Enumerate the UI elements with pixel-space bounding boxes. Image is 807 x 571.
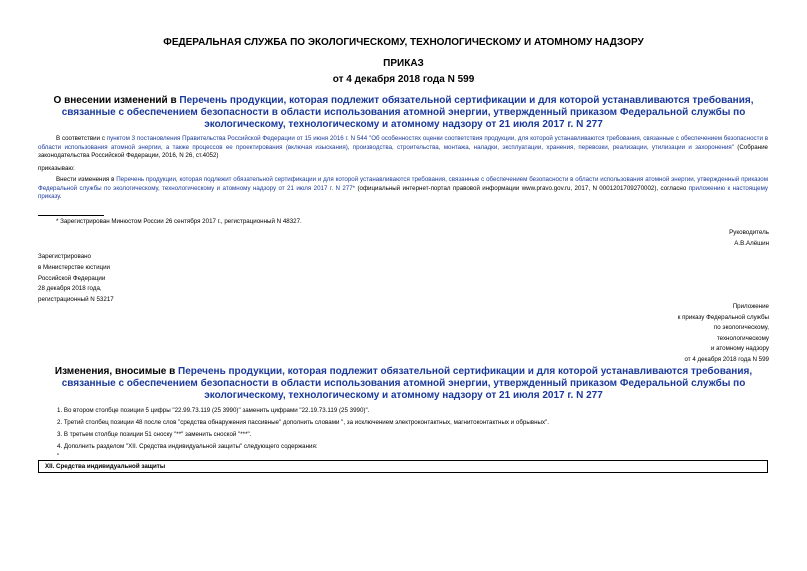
order-prefix: Внести изменения в xyxy=(56,176,117,183)
appendix-line: от 4 декабря 2018 года N 599 xyxy=(684,355,769,363)
appendix-line: и атомному надзору xyxy=(710,345,769,353)
changes-title-link[interactable]: Перечень продукции, которая подлежит обязательной сертификации и для которой устанавливаются требования, связанные с обеспечением безопасности в области использования атомной энергии, утвержденный приказом Федеральной службы по экологическому, технологическому и атомному надзору от 21 июля 2017 г. N 277 xyxy=(61,366,753,401)
preamble-prefix: В соответствии с xyxy=(56,135,107,142)
section-table xyxy=(38,460,768,473)
order-paragraph xyxy=(38,176,768,202)
registration-line: в Министерстве юстиции xyxy=(38,263,111,271)
order-word: приказываю: xyxy=(38,165,75,172)
order-link[interactable]: Перечень продукции, которая подлежит обязательной сертификации и для которой устанавливаются требования, связанные с обеспечением безопасности в области использования атомной энергии, утвержденный приказом Федеральной службы по экологическому, технологическому и атомному надзору от 21 июля 2017 г. N 277* xyxy=(38,176,769,192)
footnote: * Зарегистрирован Минюстом России 26 сентября 2017 г., регистрационный N 48327. xyxy=(56,218,302,225)
changes-title-prefix: Изменения, вносимые в xyxy=(54,366,179,377)
changes-title xyxy=(40,366,767,402)
document-type: ПРИКАЗ xyxy=(383,58,424,69)
signature-position: Руководитель xyxy=(729,229,769,236)
appendix-line: технологическому xyxy=(716,334,769,342)
title-link[interactable]: Перечень продукции, которая подлежит обязательной сертификации и для которой устанавливаются требования, связанные с обеспечением безопасности в области использования атомной энергии, утвержденный приказом Федеральной службы по экологическому, технологическому и атомному надзору от 21 июля 2017 г. N 277 xyxy=(61,95,754,130)
appendix-line: по экологическому, xyxy=(713,324,769,332)
registration-line: 28 декабря 2018 года, xyxy=(38,285,102,293)
order-end: . xyxy=(59,193,62,201)
change-item: 1. Во втором столбце позиции 5 цифры "22.99.73.119 (25 3990)" заменить цифрами "22.19.73.119 (25 3990)". xyxy=(57,407,370,414)
signature-block xyxy=(729,228,769,249)
footnote-divider xyxy=(38,215,104,216)
quote-mark: " xyxy=(57,453,60,460)
signature-name: А.В.Алёшин xyxy=(734,239,769,247)
appendix-line: к приказу Федеральной службы xyxy=(677,313,769,321)
change-item: 2. Третий столбец позиции 48 после слов "средства обнаружения пассивные" дополнить словами ", за исключением электроконтактных, магнитоконтактных и обрывных". xyxy=(57,419,549,426)
registration-line: Зарегистрировано xyxy=(38,253,91,260)
agency-name: ФЕДЕРАЛЬНАЯ СЛУЖБА ПО ЭКОЛОГИЧЕСКОМУ, ТЕХНОЛОГИЧЕСКОМУ И АТОМНОМУ НАДЗОРУ xyxy=(163,37,644,48)
section-label: XII. Средства индивидуальной защиты xyxy=(45,463,166,470)
preamble-suffix: (Собрание законодательства Российской Федерации, 2016, N 26, ст.4052) xyxy=(38,143,768,160)
registration-line: Российской Федерации xyxy=(38,274,106,282)
changes-list xyxy=(57,405,549,461)
preamble-paragraph xyxy=(38,135,768,161)
appendix-block xyxy=(678,302,769,366)
document-title xyxy=(40,95,767,131)
title-prefix: О внесении изменений в xyxy=(53,95,180,106)
preamble-link[interactable]: пунктом 3 постановления Правительства Российской Федерации от 15 июня 2016 г. N 544 "Об особенностях оценки соответствия продукции, для которой устанавливаются требования, связанные с обеспечением безопасности в области использования атомной энергии, а также процессов ее проектирования (включая изыскания), производства, строительства, монтажа, наладки, эксплуатации, хранения, перевозки, реализации, утилизации и захоронения" xyxy=(38,135,768,151)
registration-block xyxy=(38,252,114,306)
appendix-link[interactable]: приложению к настоящему приказу xyxy=(38,184,769,201)
change-item: 3. В третьем столбце позиции 51 сноску "**" заменить сноской "***". xyxy=(57,431,252,438)
change-item: 4. Дополнить разделом "XII. Средства индивидуальной защиты" следующего содержания: xyxy=(57,443,318,450)
order-suffix: (официальный интернет-портал правовой информации www.pravo.gov.ru, 2017, N 0001201709270002), согласно xyxy=(355,184,689,192)
registration-line: регистрационный N 53217 xyxy=(38,296,114,304)
document-date-number: от 4 декабря 2018 года N 599 xyxy=(332,74,475,85)
appendix-line: Приложение xyxy=(732,303,769,310)
